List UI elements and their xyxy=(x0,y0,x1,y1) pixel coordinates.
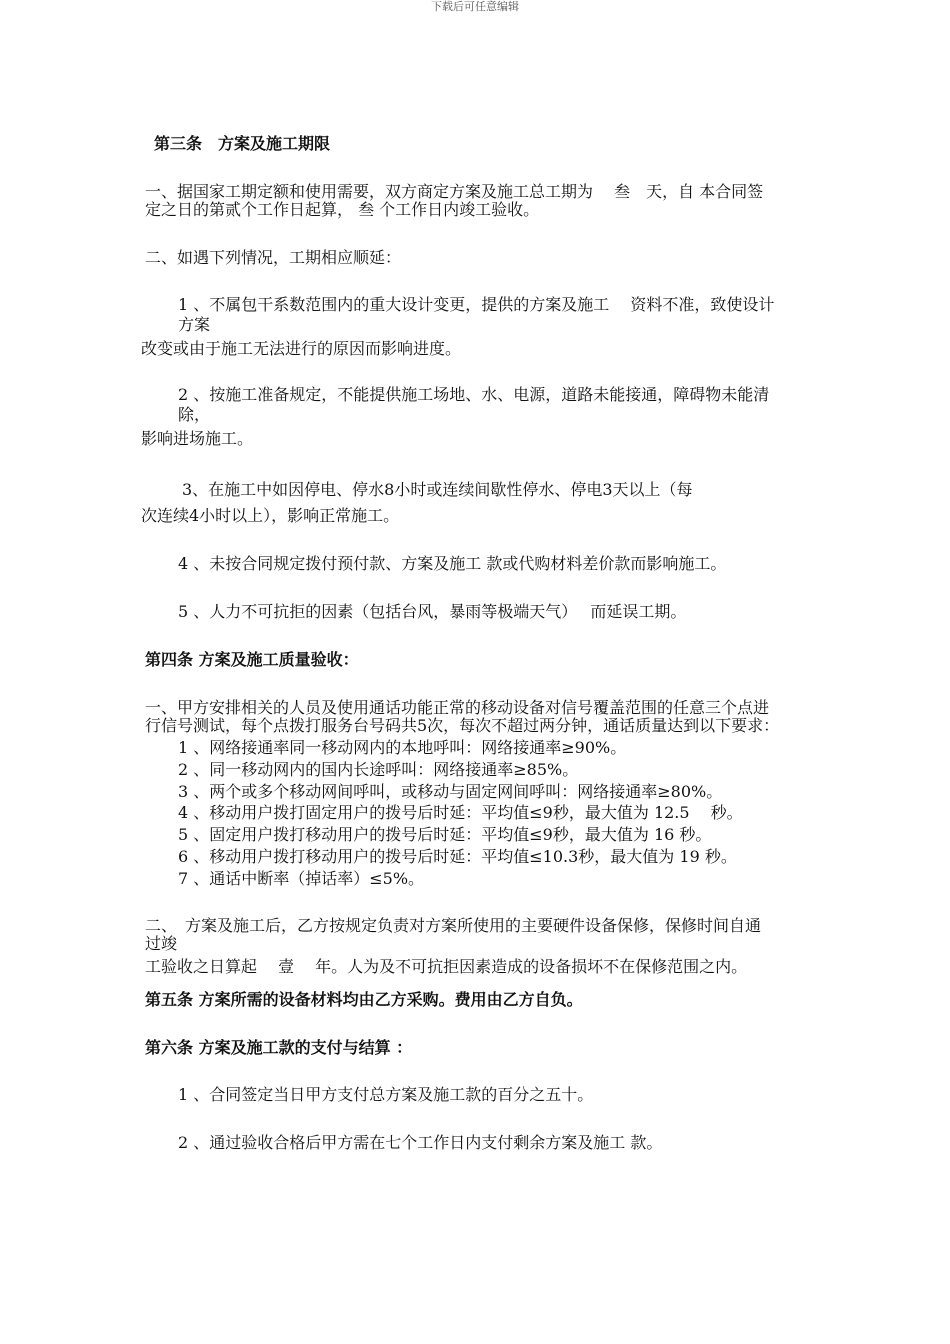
requirement-item: 6 、移动用户拨打移动用户的拨号后时延：平均值≤10.3秒，最大值为 19 秒。 xyxy=(178,847,737,866)
paragraph-line: 定之日的第贰个工作日起算， 叁 个工作日内竣工验收。 xyxy=(145,200,540,219)
requirement-item: 7 、通话中断率（掉话率）≤5%。 xyxy=(178,869,425,888)
list-item: 改变或由于施工无法进行的原因而影响进度。 xyxy=(141,339,462,358)
list-item: 1 、不属包干系数范围内的重大设计变更，提供的方案及施工 资料不准，致使设计 xyxy=(178,295,775,314)
list-item: 5 、人力不可抗拒的因素（包括台风，暴雨等极端天气） 而延误工期。 xyxy=(178,602,687,621)
list-item: 3、在施工中如因停电、停水8小时或连续间歇性停水、停电3天以上（每 xyxy=(182,480,693,499)
requirement-item: 5 、固定用户拨打移动用户的拨号后时延：平均值≤9秒，最大值为 16 秒。 xyxy=(178,825,712,844)
section-6-title: 第六条 方案及施工款的支付与结算 ： xyxy=(145,1038,413,1057)
paragraph-line: 一、据国家工期定额和使用需要，双方商定方案及施工总工期为 叁 天，自 本合同签 xyxy=(145,182,764,201)
paragraph-line: 工验收之日算起 壹 年。人为及不可抗拒因素造成的设备损坏不在保修范围之内。 xyxy=(145,957,748,976)
requirement-item: 4 、移动用户拨打固定用户的拨号后时延：平均值≤9秒，最大值为 12.5 秒。 xyxy=(178,803,743,822)
paragraph-line: 过竣 xyxy=(145,934,178,953)
list-item: 1 、合同签定当日甲方支付总方案及施工款的百分之五十。 xyxy=(178,1085,594,1104)
list-item: 2 、按施工准备规定，不能提供施工场地、水、电源，道路未能接通，障碍物未能清 xyxy=(178,385,770,404)
paragraph-line: 二、如遇下列情况，工期相应顺延： xyxy=(145,248,402,267)
list-item: 除， xyxy=(178,405,211,424)
section-5-title: 第五条 方案所需的设备材料均由乙方采购。费用由乙方自负。 xyxy=(145,990,583,1009)
paragraph-line: 行信号测试，每个点拨打服务台号码共5次，每次不超过两分钟，通话质量达到以下要求： xyxy=(145,716,780,735)
list-item: 次连续4小时以上），影响正常施工。 xyxy=(141,506,400,525)
list-item: 2 、通过验收合格后甲方需在七个工作日内支付剩余方案及施工 款。 xyxy=(178,1133,663,1152)
requirement-item: 3 、两个或多个移动网间呼叫，或移动与固定网间呼叫：网络接通率≥80%。 xyxy=(178,782,723,801)
paragraph-line: 一、甲方安排相关的人员及使用通话功能正常的移动设备对信号覆盖范围的任意三个点进 xyxy=(145,698,770,717)
list-item: 4 、未按合同规定拨付预付款、方案及施工 款或代购材料差价款而影响施工。 xyxy=(178,554,727,573)
section-3-title: 第三条 方案及施工期限 xyxy=(154,134,331,153)
requirement-item: 1 、网络接通率同一移动网内的本地呼叫：网络接通率≥90%。 xyxy=(178,738,627,757)
list-item: 影响进场施工。 xyxy=(141,429,254,448)
section-4-title: 第四条 方案及施工质量验收： xyxy=(145,650,359,669)
page-header: 下载后可任意编辑 xyxy=(431,0,519,13)
paragraph-line: 二、 方案及施工后，乙方按规定负责对方案所使用的主要硬件设备保修，保修时间自通 xyxy=(145,916,762,935)
list-item: 方案 xyxy=(178,315,211,334)
requirement-item: 2 、同一移动网内的国内长途呼叫：网络接通率≥85%。 xyxy=(178,760,579,779)
